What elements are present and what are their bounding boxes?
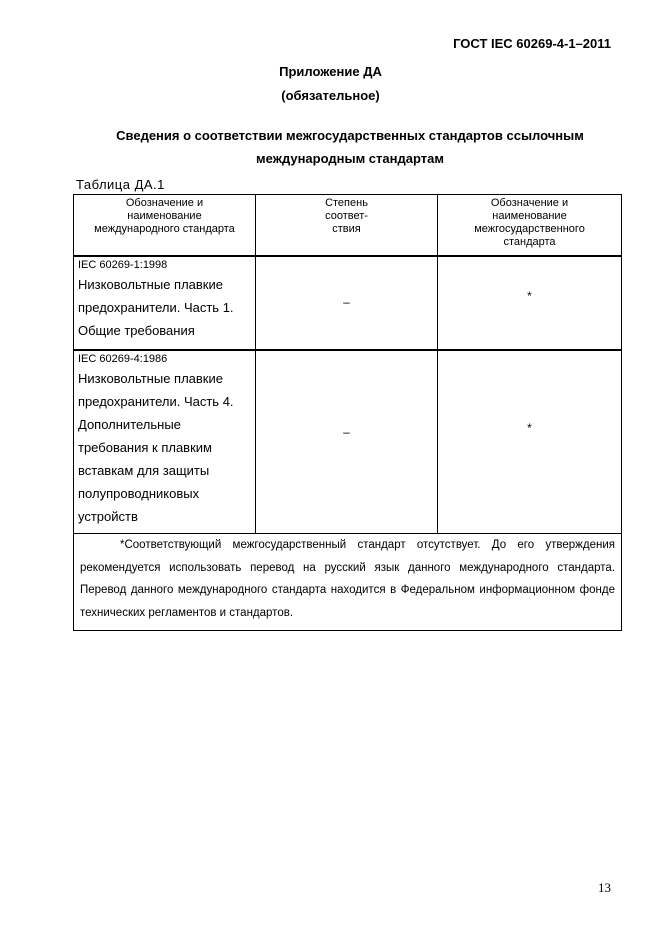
- interstate-value: *: [527, 421, 532, 435]
- table-header-row: [74, 195, 622, 257]
- header-degree-of-correspondence: Степень соответ- ствия: [256, 195, 438, 257]
- page-number: 13: [598, 880, 611, 895]
- degree-cell: [256, 256, 438, 350]
- footnote-row: [74, 534, 622, 631]
- degree-value: –: [343, 295, 350, 309]
- section-title-line-2: международным стандартам: [256, 151, 444, 166]
- footnote-cell: [74, 534, 622, 631]
- footnote-text: *Соответствующий межгосударственный стандарт отсутствует. До его утверждения рекомендуется использовать перевод на русский язык данного международного стандарта. Перевод данного международного стандарта находится в Федеральном информационном фонде технических регламентов и стандартов.: [80, 539, 615, 619]
- standard-designation: IEC 60269-4:1986: [78, 353, 168, 365]
- appendix-status: (обязательное): [281, 88, 380, 103]
- interstate-standard-cell: [438, 256, 622, 350]
- appendix-title: Приложение ДА: [279, 64, 382, 79]
- header-international-standard: Обозначение и наименование международного стандарта: [74, 195, 256, 257]
- correspondence-table: [73, 194, 622, 631]
- standard-designation: IEC 60269-1:1998: [78, 259, 168, 271]
- degree-cell: [256, 350, 438, 534]
- section-title-line-1: Сведения о соответствии межгосударственных стандартов ссылочным: [116, 128, 584, 143]
- interstate-value: *: [527, 289, 532, 303]
- international-standard-cell: IEC 60269-1:1998 Низковольтные плавкие предохранители. Часть 1. Общие требования: [74, 256, 256, 350]
- section-title: [80, 124, 620, 170]
- header-interstate-standard: Обозначение и наименование межгосударственного стандарта: [438, 195, 622, 257]
- table-row: [74, 350, 622, 534]
- international-standard-cell: IEC 60269-4:1986 Низковольтные плавкие предохранители. Часть 4. Дополнительные требования к плавким вставкам для защиты полупроводниковых устройств: [74, 350, 256, 534]
- table-caption: Таблица ДА.1: [76, 177, 165, 192]
- interstate-standard-cell: [438, 350, 622, 534]
- standard-code: ГОСТ IEC 60269-4-1–2011: [453, 36, 611, 51]
- degree-value: –: [343, 425, 350, 439]
- table-row: [74, 256, 622, 350]
